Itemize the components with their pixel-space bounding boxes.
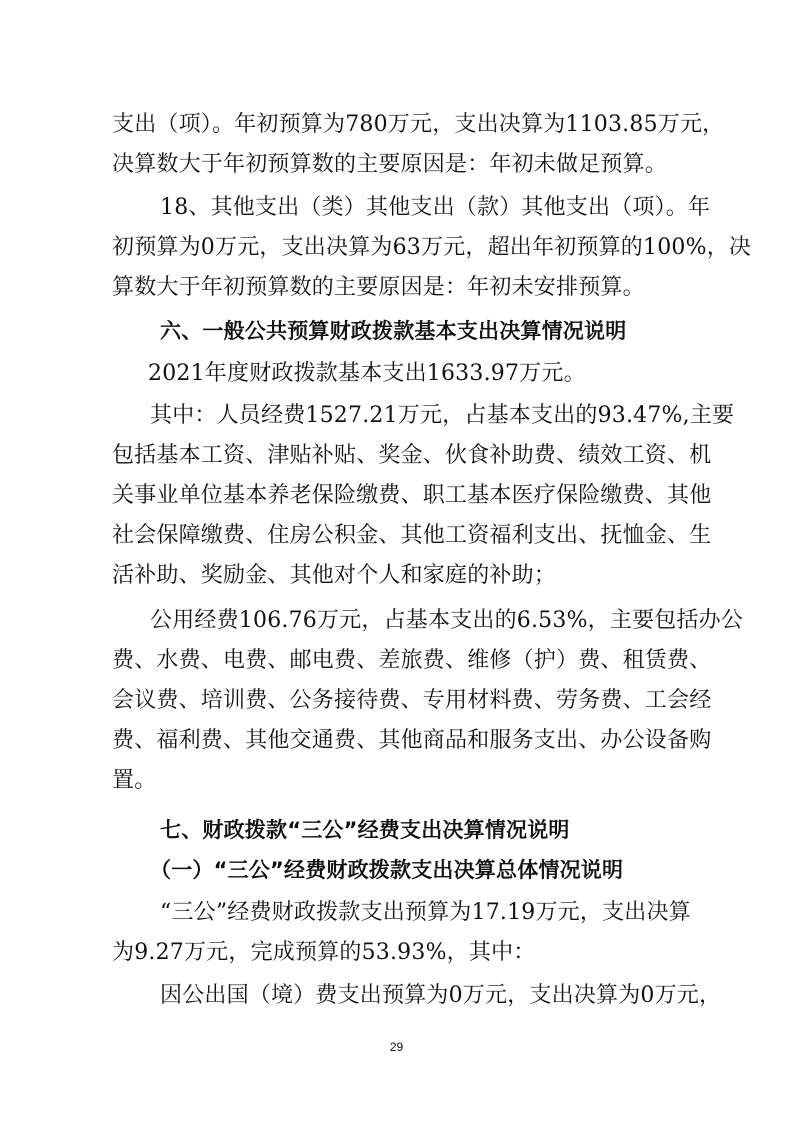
paragraph-line: 置。 — [112, 768, 157, 793]
paragraph-line: 会议费、培训费、公务接待费、专用材料费、劳务费、工会经 — [112, 688, 712, 713]
paragraph-line: 关事业单位基本养老保险缴费、职工基本医疗保险缴费、其他 — [112, 483, 712, 508]
section-heading: 七、财政拨款“三公”经费支出决算情况说明 — [160, 818, 570, 842]
paragraph-line: 算数大于年初预算数的主要原因是：年初未安排预算。 — [112, 275, 645, 300]
paragraph-line: 18、其他支出（类）其他支出（款）其他支出（项）。年 — [160, 195, 711, 220]
section-heading: 六、一般公共预算财政拨款基本支出决算情况说明 — [160, 319, 627, 343]
paragraph-line: 2021年度财政拨款基本支出1633.97万元。 — [148, 361, 586, 386]
paragraph-line: 社会保障缴费、住房公积金、其他工资福利支出、抚恤金、生 — [112, 523, 712, 548]
subsection-heading: （一）“三公”经费财政拨款支出决算总体情况说明 — [150, 858, 624, 882]
paragraph-line: 决算数大于年初预算数的主要原因是：年初未做足预算。 — [112, 152, 668, 177]
paragraph-line: 费、水费、电费、邮电费、差旅费、维修（护）费、租赁费、 — [112, 648, 712, 673]
paragraph-line: 为9.27万元，完成预算的53.93%，其中： — [112, 940, 536, 965]
paragraph-line: “三公”经费财政拨款支出预算为17.19万元，支出决算 — [160, 900, 691, 925]
paragraph-line: 其中：人员经费1527.21万元，占基本支出的93.47%,主要 — [150, 403, 735, 428]
paragraph-line: 支出（项）。年初预算为780万元，支出决算为1103.85万元， — [112, 112, 725, 137]
paragraph-line: 初预算为0万元，支出决算为63万元，超出年初预算的100%，决 — [112, 235, 752, 260]
paragraph-line: 公用经费106.76万元，占基本支出的6.53%，主要包括办公 — [150, 608, 744, 633]
paragraph-line: 活补助、奖励金、其他对个人和家庭的补助； — [112, 563, 557, 588]
paragraph-line: 费、福利费、其他交通费、其他商品和服务支出、办公设备购 — [112, 728, 712, 753]
page-number: 29 — [389, 1040, 404, 1054]
paragraph-line: 因公出国（境）费支出预算为0万元，支出决算为0万元， — [160, 983, 722, 1008]
paragraph-line: 包括基本工资、津贴补贴、奖金、伙食补助费、绩效工资、机 — [112, 443, 712, 468]
